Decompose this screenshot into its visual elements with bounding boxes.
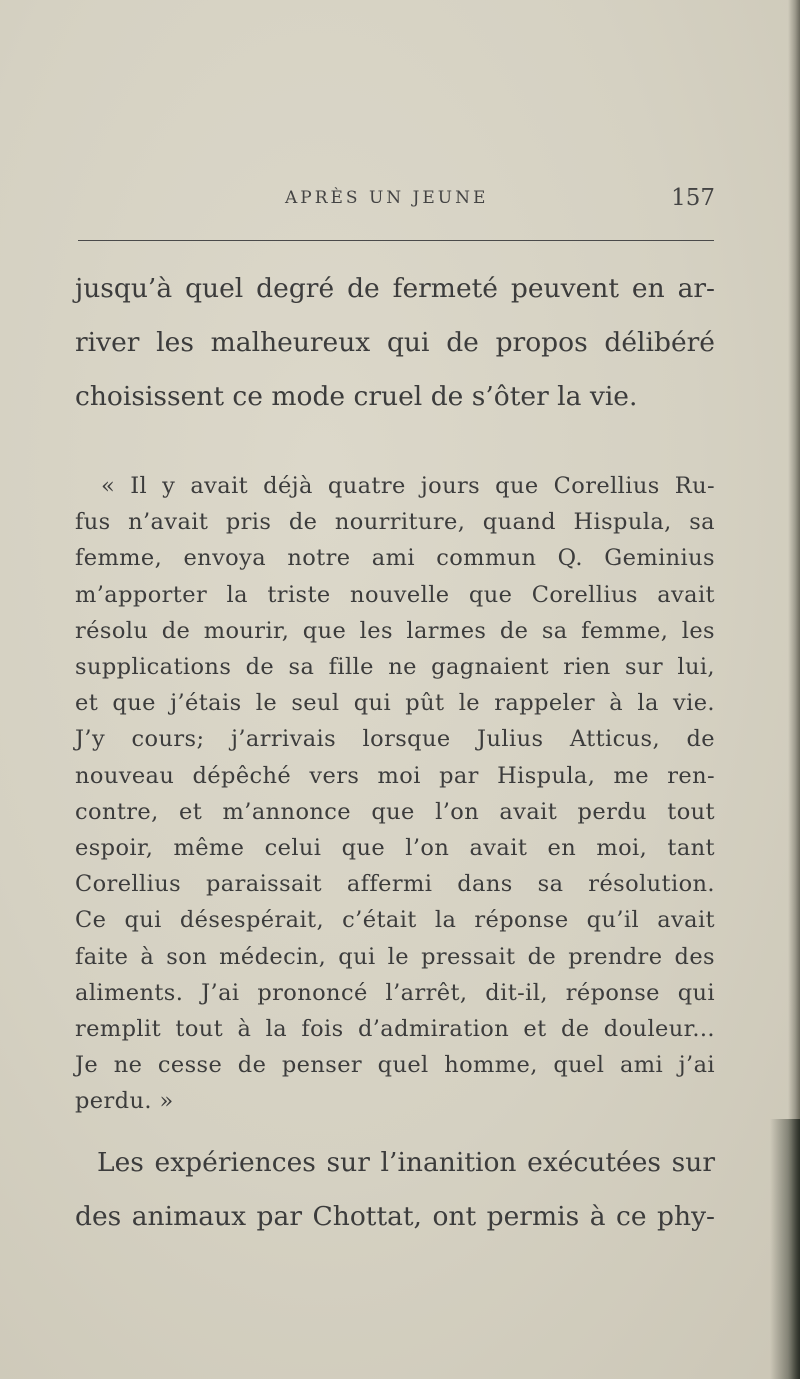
text-line: river les malheureux qui de propos délibéré: [75, 327, 715, 358]
text-line: fus n’avait pris de nourriture, quand Hispula, sa: [75, 509, 715, 536]
text-line: Je ne cesse de penser quel homme, quel ami j’ai: [75, 1052, 715, 1079]
text-line: Les expériences sur l’inanition exécutées sur: [97, 1147, 715, 1178]
text-line: m’apporter la triste nouvelle que Corellius avait: [75, 581, 715, 608]
text-line: « Il y avait déjà quatre jours que Corellius Ru-: [101, 473, 715, 499]
text-line: contre, et m’annonce que l’on avait perdu tout: [75, 798, 715, 825]
page-header: [75, 185, 715, 218]
text-line: et que j’étais le seul qui pût le rappeler à la vie.: [75, 690, 715, 717]
text-line: supplications de sa fille ne gagnaient rien sur lui,: [75, 654, 715, 681]
running-title: APRÈS UN JEUNE: [285, 188, 489, 208]
text-line: des animaux par Chottat, ont permis à ce phy-: [75, 1201, 715, 1232]
text-line: aliments. J’ai prononcé l’arrêt, dit-il, réponse qui: [75, 979, 715, 1006]
page-number: 157: [671, 185, 715, 211]
text-line: choisissent ce mode cruel de s’ôter la vie.: [75, 381, 638, 412]
text-line: jusqu’à quel degré de fermeté peuvent en ar-: [75, 273, 715, 304]
text-line: J’y cours; j’arrivais lorsque Julius Atticus, de: [75, 726, 715, 753]
text-line: espoir, même celui que l’on avait en moi, tant: [75, 835, 715, 862]
text-line: faite à son médecin, qui le pressait de prendre des: [75, 943, 715, 970]
text-line: Ce qui désespérait, c’était la réponse qu’il avait: [75, 907, 715, 934]
text-line: remplit tout à la fois d’admiration et de douleur...: [75, 1016, 715, 1043]
text-line: perdu. »: [75, 1088, 174, 1115]
text-line: femme, envoya notre ami commun Q. Geminius: [75, 545, 715, 572]
paragraph-quote: [75, 468, 715, 1120]
header-rule: [78, 240, 714, 241]
page-corner-shadow: [770, 1119, 800, 1379]
text-line: nouveau dépêché vers moi par Hispula, me ren-: [75, 762, 715, 789]
text-line: résolu de mourir, que les larmes de sa femme, les: [75, 617, 715, 644]
text-line: Corellius paraissait affermi dans sa résolution.: [75, 871, 715, 898]
paragraph-intro: [75, 262, 715, 424]
paragraph-conclusion: [75, 1136, 715, 1244]
